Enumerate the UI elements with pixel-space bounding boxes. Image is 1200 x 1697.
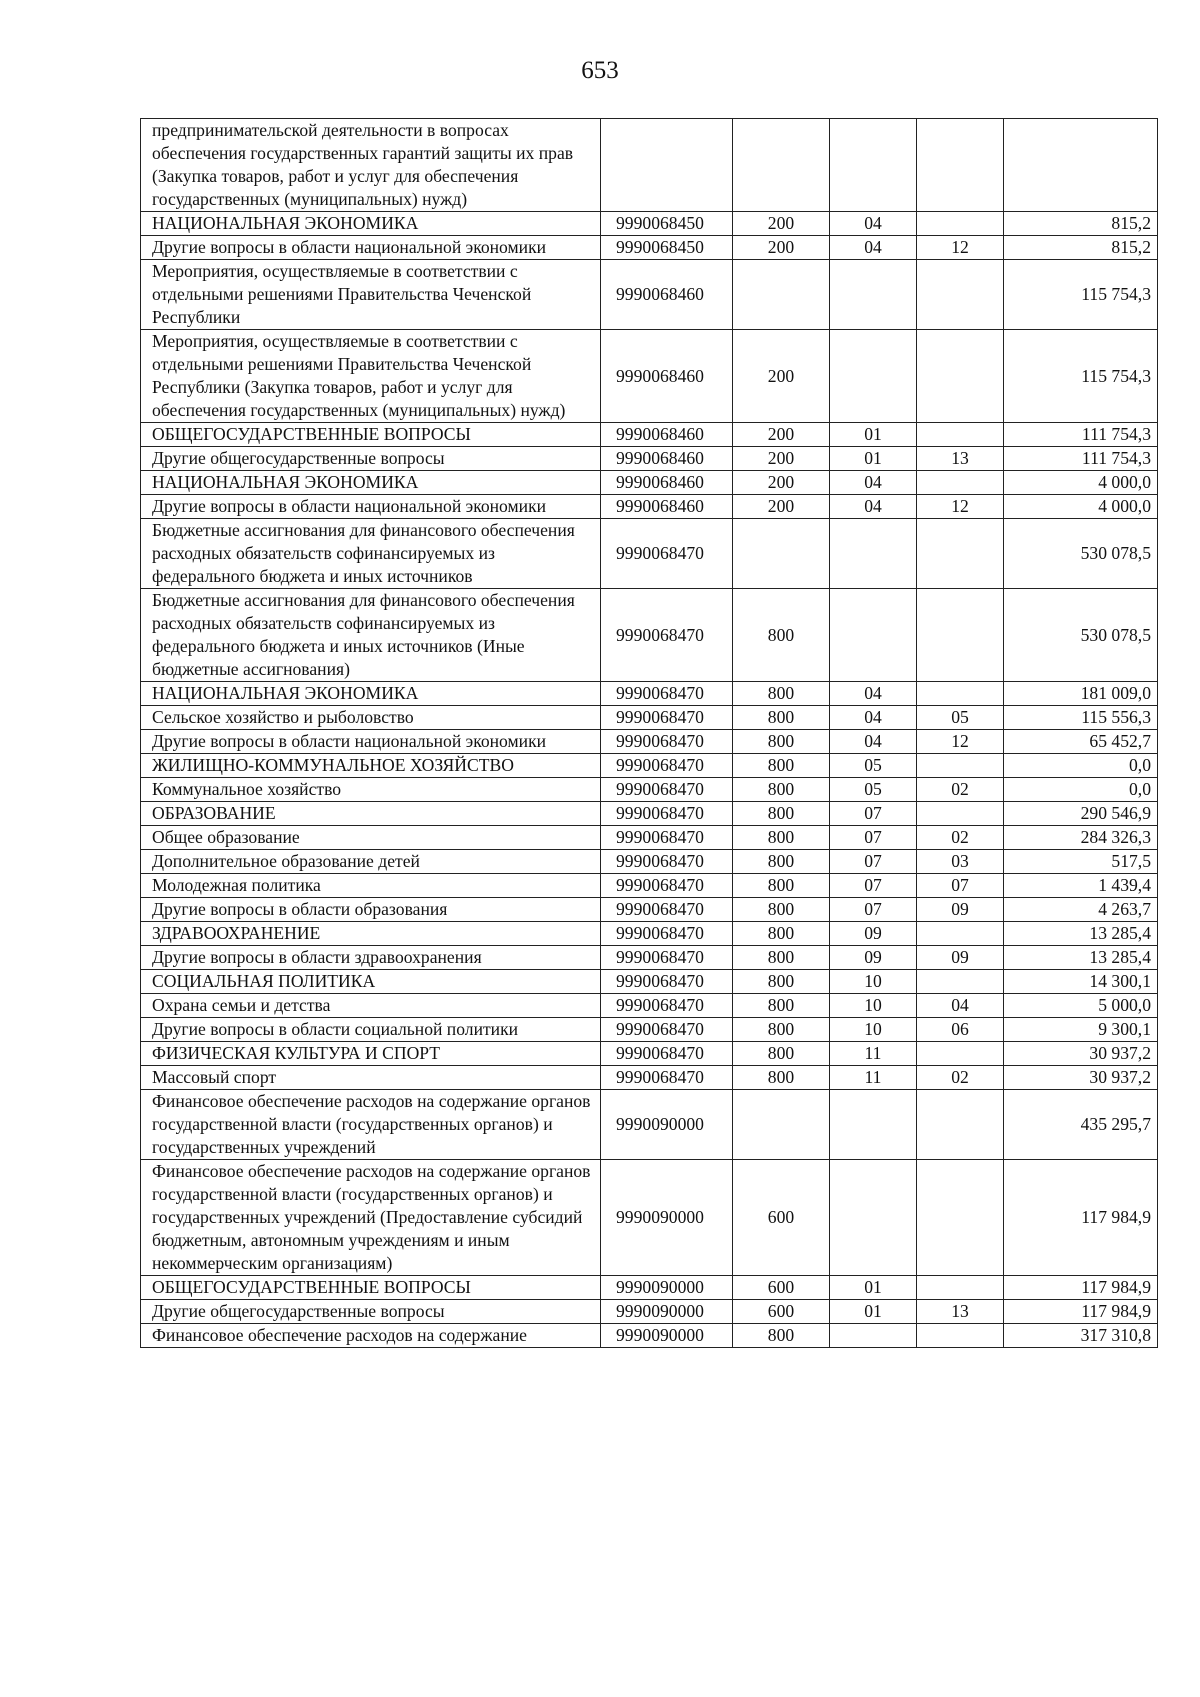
table-row (141, 874, 1158, 898)
row-section-cell: 07 (830, 898, 917, 922)
row-expense-type-cell: 800 (733, 874, 830, 898)
row-subsection-cell: 06 (917, 1018, 1004, 1042)
row-expense-type-cell: 800 (733, 706, 830, 730)
row-section-cell: 11 (830, 1042, 917, 1066)
table-row (141, 730, 1158, 754)
row-amount-cell: 111 754,3 (1004, 447, 1158, 471)
row-amount-cell: 530 078,5 (1004, 519, 1158, 589)
row-amount-cell: 4 000,0 (1004, 471, 1158, 495)
row-section-cell: 01 (830, 1300, 917, 1324)
row-amount-cell: 30 937,2 (1004, 1066, 1158, 1090)
row-subsection-cell (917, 1090, 1004, 1160)
row-amount-cell: 815,2 (1004, 236, 1158, 260)
row-subsection-cell (917, 260, 1004, 330)
row-section-cell: 10 (830, 970, 917, 994)
row-subsection-cell (917, 1324, 1004, 1348)
table-row (141, 1300, 1158, 1324)
table-row (141, 682, 1158, 706)
row-amount-cell: 5 000,0 (1004, 994, 1158, 1018)
table-row (141, 1018, 1158, 1042)
table-row (141, 826, 1158, 850)
row-expense-type-cell (733, 260, 830, 330)
row-target-code-cell: 9990068470 (601, 1042, 733, 1066)
row-expense-type-cell: 800 (733, 1324, 830, 1348)
table-row (141, 471, 1158, 495)
row-subsection-cell: 09 (917, 946, 1004, 970)
row-subsection-cell: 05 (917, 706, 1004, 730)
row-expense-type-cell: 800 (733, 946, 830, 970)
row-target-code-cell (601, 119, 733, 212)
row-section-cell: 04 (830, 212, 917, 236)
row-expense-type-cell: 200 (733, 212, 830, 236)
row-target-code-cell: 9990090000 (601, 1276, 733, 1300)
row-amount-cell: 65 452,7 (1004, 730, 1158, 754)
row-target-code-cell: 9990068470 (601, 874, 733, 898)
row-expense-type-cell: 800 (733, 970, 830, 994)
row-subsection-cell: 03 (917, 850, 1004, 874)
row-name-cell: Другие вопросы в области образования (141, 898, 601, 922)
table-row (141, 850, 1158, 874)
row-subsection-cell (917, 589, 1004, 682)
row-amount-cell: 115 754,3 (1004, 260, 1158, 330)
row-subsection-cell (917, 970, 1004, 994)
row-subsection-cell: 02 (917, 826, 1004, 850)
row-name-cell: Сельское хозяйство и рыболовство (141, 706, 601, 730)
row-target-code-cell: 9990068470 (601, 1018, 733, 1042)
row-subsection-cell (917, 519, 1004, 589)
row-name-cell: ОБЩЕГОСУДАРСТВЕННЫЕ ВОПРОСЫ (141, 423, 601, 447)
row-name-cell: Бюджетные ассигнования для финансового обеспечения расходных обязательств софинансируемых из федерального бюджета и иных источников (141, 519, 601, 589)
row-expense-type-cell: 800 (733, 1042, 830, 1066)
row-subsection-cell: 12 (917, 730, 1004, 754)
row-expense-type-cell: 800 (733, 922, 830, 946)
row-name-cell: Коммунальное хозяйство (141, 778, 601, 802)
row-target-code-cell: 9990068470 (601, 898, 733, 922)
row-section-cell: 07 (830, 802, 917, 826)
row-section-cell (830, 1160, 917, 1276)
row-target-code-cell: 9990068470 (601, 778, 733, 802)
row-expense-type-cell: 800 (733, 850, 830, 874)
row-section-cell: 11 (830, 1066, 917, 1090)
row-subsection-cell (917, 119, 1004, 212)
row-name-cell: ЖИЛИЩНО-КОММУНАЛЬНОЕ ХОЗЯЙСТВО (141, 754, 601, 778)
row-subsection-cell (917, 682, 1004, 706)
row-name-cell: Другие общегосударственные вопросы (141, 447, 601, 471)
row-subsection-cell: 02 (917, 1066, 1004, 1090)
row-expense-type-cell (733, 1090, 830, 1160)
row-target-code-cell: 9990068470 (601, 994, 733, 1018)
row-expense-type-cell (733, 519, 830, 589)
table-row (141, 1160, 1158, 1276)
row-name-cell: ФИЗИЧЕСКАЯ КУЛЬТУРА И СПОРТ (141, 1042, 601, 1066)
row-expense-type-cell: 200 (733, 447, 830, 471)
row-amount-cell: 517,5 (1004, 850, 1158, 874)
row-amount-cell: 111 754,3 (1004, 423, 1158, 447)
row-expense-type-cell: 800 (733, 898, 830, 922)
table-row (141, 898, 1158, 922)
row-target-code-cell: 9990068460 (601, 260, 733, 330)
row-section-cell: 01 (830, 447, 917, 471)
table-row (141, 423, 1158, 447)
row-name-cell: ОБЩЕГОСУДАРСТВЕННЫЕ ВОПРОСЫ (141, 1276, 601, 1300)
row-amount-cell: 0,0 (1004, 754, 1158, 778)
table-row (141, 447, 1158, 471)
row-subsection-cell: 12 (917, 495, 1004, 519)
row-section-cell: 09 (830, 922, 917, 946)
row-section-cell: 10 (830, 1018, 917, 1042)
row-section-cell: 10 (830, 994, 917, 1018)
table-row (141, 970, 1158, 994)
row-name-cell: Массовый спорт (141, 1066, 601, 1090)
table-row (141, 1276, 1158, 1300)
row-target-code-cell: 9990090000 (601, 1324, 733, 1348)
row-name-cell: НАЦИОНАЛЬНАЯ ЭКОНОМИКА (141, 682, 601, 706)
row-expense-type-cell (733, 119, 830, 212)
row-expense-type-cell: 600 (733, 1300, 830, 1324)
row-section-cell: 01 (830, 423, 917, 447)
row-name-cell: ОБРАЗОВАНИЕ (141, 802, 601, 826)
row-name-cell: Другие вопросы в области национальной экономики (141, 495, 601, 519)
row-expense-type-cell: 800 (733, 826, 830, 850)
row-expense-type-cell: 200 (733, 471, 830, 495)
row-name-cell: ЗДРАВООХРАНЕНИЕ (141, 922, 601, 946)
row-name-cell: Другие общегосударственные вопросы (141, 1300, 601, 1324)
row-target-code-cell: 9990068470 (601, 754, 733, 778)
row-subsection-cell: 02 (917, 778, 1004, 802)
row-target-code-cell: 9990068450 (601, 212, 733, 236)
row-amount-cell: 117 984,9 (1004, 1160, 1158, 1276)
row-expense-type-cell: 800 (733, 754, 830, 778)
table-row (141, 994, 1158, 1018)
row-section-cell: 04 (830, 730, 917, 754)
row-name-cell: Дополнительное образование детей (141, 850, 601, 874)
row-target-code-cell: 9990068460 (601, 423, 733, 447)
row-expense-type-cell: 800 (733, 778, 830, 802)
row-section-cell (830, 589, 917, 682)
row-amount-cell: 0,0 (1004, 778, 1158, 802)
row-amount-cell: 181 009,0 (1004, 682, 1158, 706)
budget-table (140, 118, 1158, 1348)
row-expense-type-cell: 600 (733, 1276, 830, 1300)
row-expense-type-cell: 800 (733, 1066, 830, 1090)
table-row (141, 212, 1158, 236)
row-expense-type-cell: 800 (733, 1018, 830, 1042)
row-name-cell: предпринимательской деятельности в вопросах обеспечения государственных гарантий защиты их прав (Закупка товаров, работ и услуг для обеспечения государственных (муниципальных) нужд) (141, 119, 601, 212)
row-expense-type-cell: 200 (733, 330, 830, 423)
row-amount-cell: 14 300,1 (1004, 970, 1158, 994)
table-row (141, 1042, 1158, 1066)
row-subsection-cell (917, 1160, 1004, 1276)
page-number: 653 (581, 57, 619, 84)
row-subsection-cell: 09 (917, 898, 1004, 922)
row-amount-cell: 290 546,9 (1004, 802, 1158, 826)
row-amount-cell: 284 326,3 (1004, 826, 1158, 850)
table-row (141, 706, 1158, 730)
table-row (141, 1324, 1158, 1348)
row-expense-type-cell: 600 (733, 1160, 830, 1276)
table-row (141, 495, 1158, 519)
row-target-code-cell: 9990090000 (601, 1300, 733, 1324)
table-row (141, 778, 1158, 802)
table-row (141, 260, 1158, 330)
row-amount-cell: 13 285,4 (1004, 922, 1158, 946)
row-name-cell: СОЦИАЛЬНАЯ ПОЛИТИКА (141, 970, 601, 994)
row-subsection-cell (917, 1276, 1004, 1300)
row-expense-type-cell: 200 (733, 236, 830, 260)
row-target-code-cell: 9990068470 (601, 730, 733, 754)
row-name-cell: Другие вопросы в области социальной политики (141, 1018, 601, 1042)
budget-table-body (141, 119, 1158, 1348)
row-target-code-cell: 9990068470 (601, 850, 733, 874)
row-target-code-cell: 9990068470 (601, 922, 733, 946)
row-target-code-cell: 9990090000 (601, 1160, 733, 1276)
row-amount-cell: 317 310,8 (1004, 1324, 1158, 1348)
row-name-cell: Бюджетные ассигнования для финансового обеспечения расходных обязательств софинансируемых из федерального бюджета и иных источников (Иные бюджетные ассигнования) (141, 589, 601, 682)
row-expense-type-cell: 200 (733, 495, 830, 519)
row-target-code-cell: 9990068470 (601, 706, 733, 730)
row-subsection-cell: 13 (917, 1300, 1004, 1324)
table-row (141, 236, 1158, 260)
row-amount-cell: 435 295,7 (1004, 1090, 1158, 1160)
row-amount-cell: 815,2 (1004, 212, 1158, 236)
row-section-cell: 01 (830, 1276, 917, 1300)
row-section-cell (830, 1090, 917, 1160)
row-name-cell: Другие вопросы в области национальной экономики (141, 236, 601, 260)
row-name-cell: Общее образование (141, 826, 601, 850)
row-amount-cell: 30 937,2 (1004, 1042, 1158, 1066)
row-amount-cell: 1 439,4 (1004, 874, 1158, 898)
table-row (141, 519, 1158, 589)
row-subsection-cell (917, 423, 1004, 447)
row-name-cell: Другие вопросы в области национальной экономики (141, 730, 601, 754)
row-name-cell: Охрана семьи и детства (141, 994, 601, 1018)
row-subsection-cell: 13 (917, 447, 1004, 471)
table-row (141, 922, 1158, 946)
row-target-code-cell: 9990068470 (601, 682, 733, 706)
row-name-cell: Мероприятия, осуществляемые в соответствии с отдельными решениями Правительства Чеченской Республики (141, 260, 601, 330)
row-target-code-cell: 9990068470 (601, 519, 733, 589)
row-expense-type-cell: 800 (733, 730, 830, 754)
row-amount-cell: 4 000,0 (1004, 495, 1158, 519)
row-section-cell: 05 (830, 778, 917, 802)
row-section-cell: 07 (830, 850, 917, 874)
row-subsection-cell: 12 (917, 236, 1004, 260)
row-section-cell (830, 119, 917, 212)
row-section-cell (830, 330, 917, 423)
row-section-cell: 05 (830, 754, 917, 778)
row-subsection-cell (917, 922, 1004, 946)
row-section-cell: 04 (830, 236, 917, 260)
table-row (141, 119, 1158, 212)
table-row (141, 802, 1158, 826)
table-row (141, 754, 1158, 778)
table-row (141, 330, 1158, 423)
row-subsection-cell: 07 (917, 874, 1004, 898)
table-row (141, 1090, 1158, 1160)
row-subsection-cell (917, 212, 1004, 236)
row-section-cell: 04 (830, 706, 917, 730)
row-section-cell: 04 (830, 471, 917, 495)
row-subsection-cell (917, 802, 1004, 826)
row-expense-type-cell: 800 (733, 802, 830, 826)
row-name-cell: Другие вопросы в области здравоохранения (141, 946, 601, 970)
row-subsection-cell: 04 (917, 994, 1004, 1018)
row-section-cell (830, 1324, 917, 1348)
row-name-cell: Молодежная политика (141, 874, 601, 898)
row-target-code-cell: 9990068450 (601, 236, 733, 260)
row-target-code-cell: 9990068470 (601, 589, 733, 682)
row-section-cell: 07 (830, 826, 917, 850)
row-name-cell: Финансовое обеспечение расходов на содержание (141, 1324, 601, 1348)
row-expense-type-cell: 800 (733, 994, 830, 1018)
row-name-cell: НАЦИОНАЛЬНАЯ ЭКОНОМИКА (141, 471, 601, 495)
row-section-cell (830, 260, 917, 330)
table-row (141, 589, 1158, 682)
row-target-code-cell: 9990068460 (601, 330, 733, 423)
row-expense-type-cell: 200 (733, 423, 830, 447)
row-target-code-cell: 9990068470 (601, 1066, 733, 1090)
row-subsection-cell (917, 471, 1004, 495)
row-amount-cell: 117 984,9 (1004, 1276, 1158, 1300)
row-expense-type-cell: 800 (733, 589, 830, 682)
table-row (141, 946, 1158, 970)
row-section-cell (830, 519, 917, 589)
row-target-code-cell: 9990068460 (601, 471, 733, 495)
row-amount-cell: 9 300,1 (1004, 1018, 1158, 1042)
row-target-code-cell: 9990068460 (601, 447, 733, 471)
row-target-code-cell: 9990068470 (601, 802, 733, 826)
table-row (141, 1066, 1158, 1090)
row-subsection-cell (917, 1042, 1004, 1066)
row-subsection-cell (917, 754, 1004, 778)
row-name-cell: Финансовое обеспечение расходов на содержание органов государственной власти (государственных органов) и государственных учреждений (141, 1090, 601, 1160)
row-amount-cell: 530 078,5 (1004, 589, 1158, 682)
row-section-cell: 04 (830, 495, 917, 519)
row-section-cell: 09 (830, 946, 917, 970)
row-expense-type-cell: 800 (733, 682, 830, 706)
row-target-code-cell: 9990068460 (601, 495, 733, 519)
row-subsection-cell (917, 330, 1004, 423)
row-name-cell: Финансовое обеспечение расходов на содержание органов государственной власти (государственных органов) и государственных учреждений (Предоставление субсидий бюджетным, автономным учреждениям и иным некоммерческим организациям) (141, 1160, 601, 1276)
row-name-cell: Мероприятия, осуществляемые в соответствии с отдельными решениями Правительства Чеченской Республики (Закупка товаров, работ и услуг для обеспечения государственных (муниципальных) нужд) (141, 330, 601, 423)
row-section-cell: 04 (830, 682, 917, 706)
row-name-cell: НАЦИОНАЛЬНАЯ ЭКОНОМИКА (141, 212, 601, 236)
row-section-cell: 07 (830, 874, 917, 898)
row-target-code-cell: 9990068470 (601, 826, 733, 850)
row-amount-cell: 117 984,9 (1004, 1300, 1158, 1324)
row-target-code-cell: 9990068470 (601, 970, 733, 994)
row-amount-cell: 115 556,3 (1004, 706, 1158, 730)
row-amount-cell: 13 285,4 (1004, 946, 1158, 970)
row-amount-cell: 115 754,3 (1004, 330, 1158, 423)
row-amount-cell: 4 263,7 (1004, 898, 1158, 922)
row-target-code-cell: 9990068470 (601, 946, 733, 970)
row-amount-cell (1004, 119, 1158, 212)
row-target-code-cell: 9990090000 (601, 1090, 733, 1160)
